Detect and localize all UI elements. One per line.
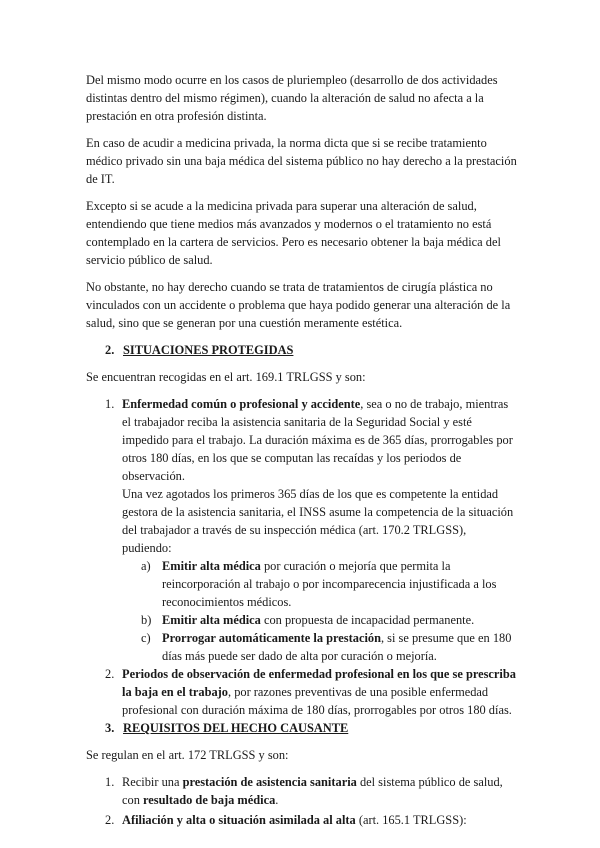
section-intro: Se regulan en el art. 172 TRLGSS y son:: [86, 748, 289, 762]
list-item: [86, 811, 518, 829]
section-title: REQUISITOS DEL HECHO CAUSANTE: [123, 721, 349, 735]
sub-list-text: por curación o mejoría que permita la reincorporación al trabajo o por incomparecencia injustificada a los reconocimientos médicos.: [162, 559, 497, 609]
paragraph-medicina-privada: En caso de acudir a medicina privada, la norma dicta que si se recibe tratamiento médico privado sin una baja médica del sistema público no hay derecho a la prestación de IT.: [86, 136, 517, 186]
paragraph-excepcion: Excepto si se acude a la medicina privada para superar una alteración de salud, entendiendo que tiene medios más avanzados y modernos o el tratamiento no está contemplado en la cartera de servicios. Pero es necesario obtener la baja médica del servicio público de salud.: [86, 199, 501, 267]
list-item-text: del sistema público de salud, con: [122, 775, 503, 807]
sub-list-text: , si se presume que en 180 días más puede ser dado de alta por curación o mejoría.: [162, 631, 512, 663]
list-item: [86, 665, 518, 719]
section-number: 2.: [105, 343, 115, 357]
bold-term: prestación de asistencia sanitaria: [182, 775, 357, 789]
bold-term: Emitir alta médica: [162, 613, 261, 627]
section-intro: Se encuentran recogidas en el art. 169.1 TRLGSS y son:: [86, 370, 366, 384]
section-heading-requisitos: [86, 719, 518, 737]
document-page: [86, 71, 518, 829]
bold-term: resultado de baja médica: [143, 793, 276, 807]
list-item-text: [122, 395, 518, 485]
list-item-text: Recibir una: [122, 775, 183, 789]
list-item: [86, 395, 518, 665]
sub-list: [122, 557, 518, 665]
list-item-rest: , sea o no de trabajo, mientras el trabajador reciba la asistencia sanitaria de la Seguridad Social y esté impedido para el trabajo. La duración máxima es de 365 días, prorrogables por otros 180 días, en los que se computan las recaídas y los periodos de observación.: [122, 397, 513, 483]
sub-list-item: [122, 611, 518, 629]
requisitos-list: [86, 773, 518, 829]
list-item-text: .: [275, 793, 279, 807]
list-item-rest: , por razones preventivas de una posible enfermedad profesional con duración máxima de 180 días, prorrogables por otros 180 días.: [122, 685, 512, 717]
bold-term: Emitir alta médica: [162, 559, 261, 573]
list-number: 1.: [105, 775, 115, 789]
list-number: 2.: [105, 813, 115, 827]
sub-list-text: con propuesta de incapacidad permanente.: [260, 613, 475, 627]
bold-term: Enfermedad común o profesional y accidente: [122, 397, 361, 411]
list-item: [86, 773, 518, 809]
section-heading-situaciones: [86, 341, 518, 359]
section-number: 3.: [105, 721, 115, 735]
sub-list-item: [122, 557, 518, 611]
list-number: 1.: [105, 397, 115, 411]
sub-list-letter: c): [141, 631, 151, 645]
paragraph-cirugia-plastica: No obstante, no hay derecho cuando se trata de tratamientos de cirugía plástica no vinculados con un accidente o problema que haya podido generar una alteración de la salud, sino que se generan por una cuestión meramente estética.: [86, 280, 511, 330]
sub-list-item: [122, 629, 518, 665]
paragraph-pluriempleo: Del mismo modo ocurre en los casos de pluriempleo (desarrollo de dos actividades distintas dentro del mismo régimen), cuando la alteración de salud no afecta a la prestación en otra profesión distinta.: [86, 73, 498, 123]
bold-term: Afiliación y alta o situación asimilada al alta: [122, 813, 356, 827]
list-number: 2.: [105, 667, 115, 681]
list-item-text: (art. 165.1 TRLGSS):: [355, 813, 467, 827]
bold-term: Prorrogar automáticamente la prestación: [162, 631, 381, 645]
section-title: SITUACIONES PROTEGIDAS: [123, 343, 294, 357]
bold-term: Periodos de observación de enfermedad profesional en los que se prescriba la baja en el trabajo: [122, 667, 516, 699]
sub-list-letter: b): [141, 613, 152, 627]
sub-list-letter: a): [141, 559, 151, 573]
situaciones-list: [86, 395, 518, 719]
list-item-continuation: Una vez agotados los primeros 365 días de los que es competente la entidad gestora de la asistencia sanitaria, el INSS asume la competencia de la situación del trabajador a través de su inspección médica (art. 170.2 TRLGSS), pudiendo:: [122, 487, 514, 555]
